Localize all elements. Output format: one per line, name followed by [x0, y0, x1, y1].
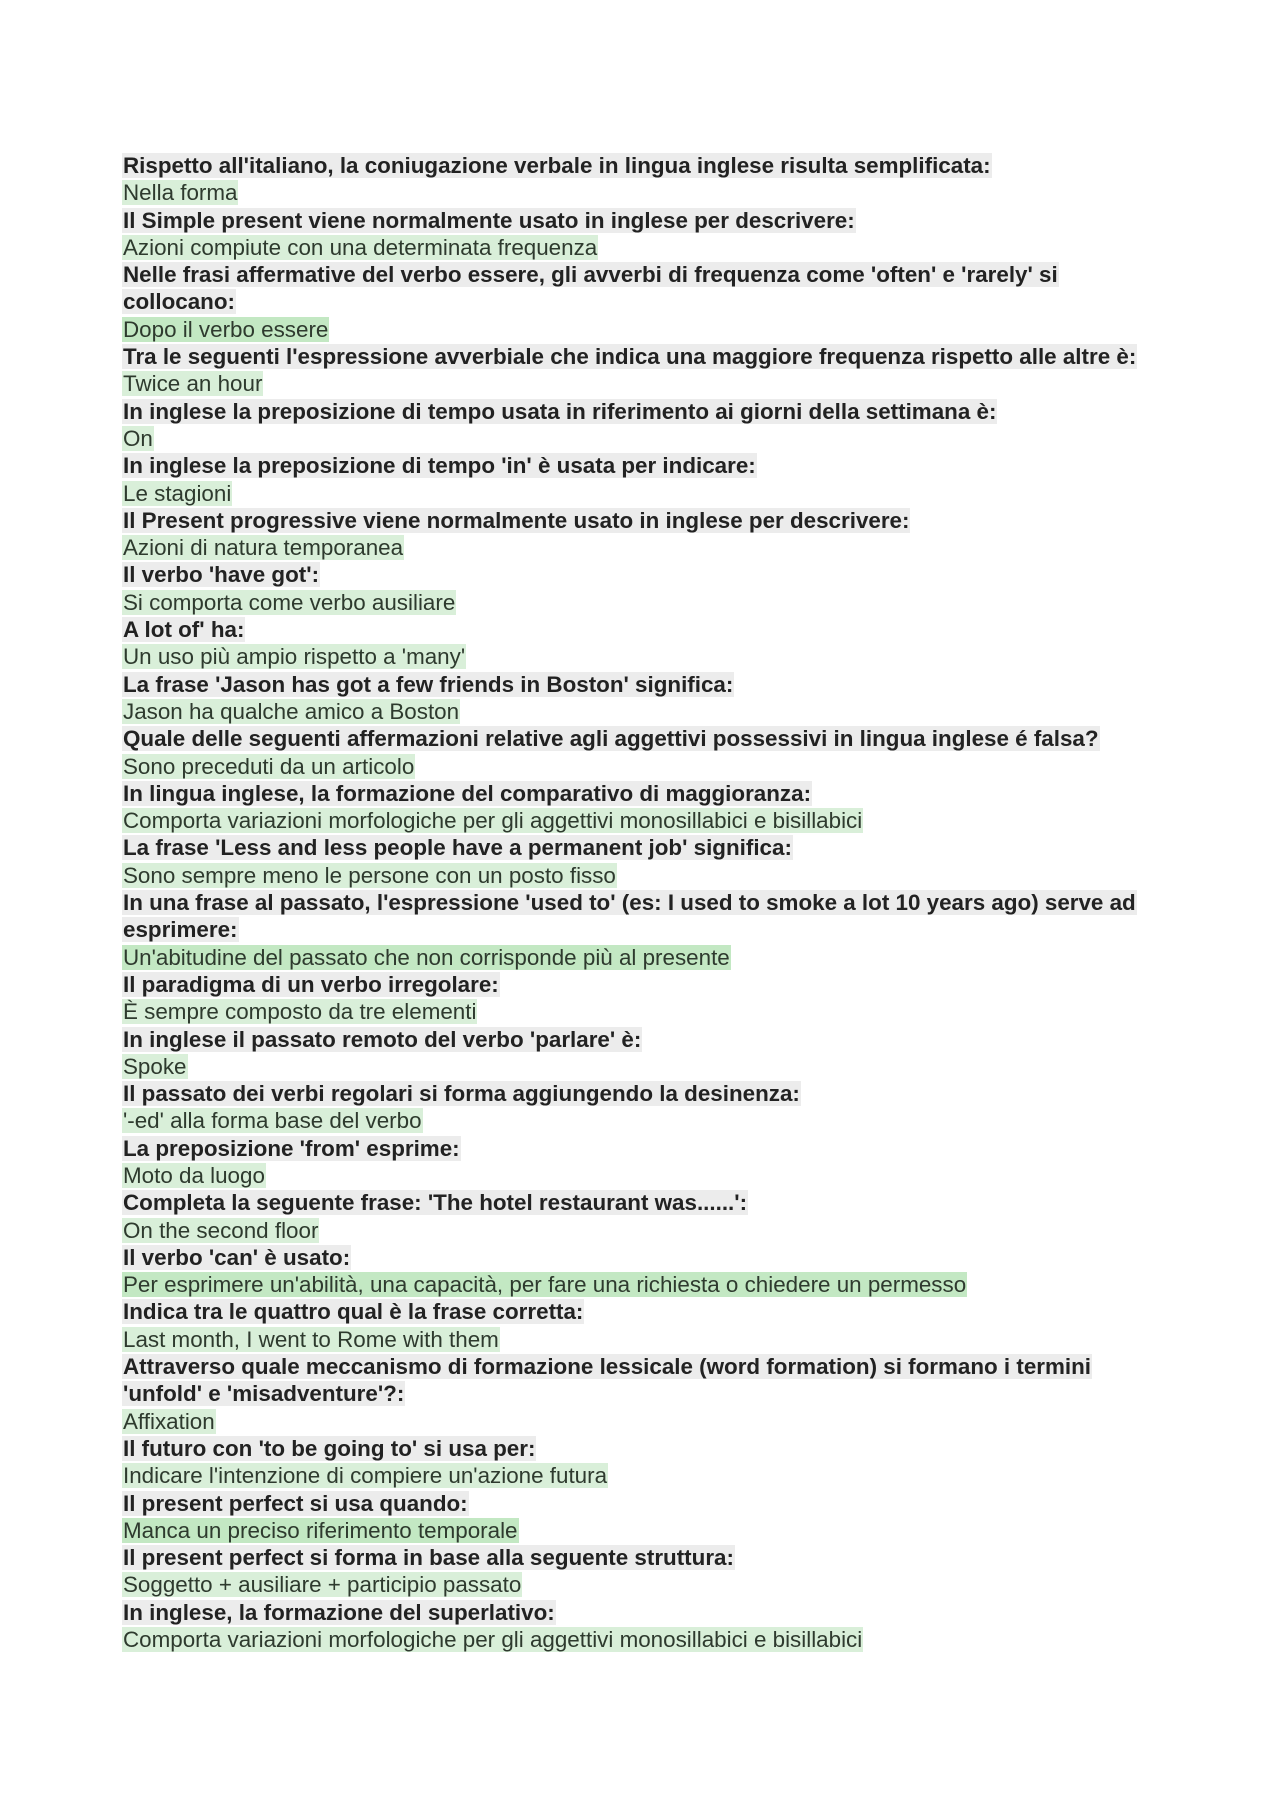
qa-item-1 — [122, 152, 1167, 207]
answer-text: Spoke — [123, 1053, 187, 1079]
qa-item-20 — [122, 1244, 1167, 1299]
qa-item-12 — [122, 780, 1167, 835]
question-text: Tra le seguenti l'espressione avverbiale che indica una maggiore frequenza rispetto alle altre è: — [123, 344, 1137, 370]
question-text: A lot of' ha: — [123, 617, 245, 643]
qa-item-16 — [122, 1026, 1167, 1081]
qa-item-18 — [122, 1135, 1167, 1190]
qa-item-23 — [122, 1435, 1167, 1490]
answer-text: Affixation — [123, 1408, 215, 1434]
answer-text: Last month, I went to Rome with them — [123, 1326, 499, 1352]
answer-text: Nella forma — [123, 180, 238, 206]
question-text: Il Present progressive viene normalmente usato in inglese per descrivere: — [123, 507, 910, 533]
answer-text: Dopo il verbo essere — [123, 316, 329, 342]
qa-item-8 — [122, 561, 1167, 616]
answer-text: Manca un preciso riferimento temporale — [123, 1517, 518, 1543]
qa-item-10 — [122, 671, 1167, 726]
question-text: La frase 'Jason has got a few friends in Boston' significa: — [123, 671, 734, 697]
qa-item-26 — [122, 1599, 1167, 1654]
qa-item-11 — [122, 725, 1167, 780]
answer-text: Si comporta come verbo ausiliare — [123, 589, 456, 615]
question-text: Il passato dei verbi regolari si forma aggiungendo la desinenza: — [123, 1081, 800, 1107]
question-text: In inglese la preposizione di tempo usata in riferimento ai giorni della settimana è: — [123, 398, 997, 424]
answer-text: Soggetto + ausiliare + participio passato — [123, 1572, 522, 1598]
qa-item-17 — [122, 1080, 1167, 1135]
answer-text: Moto da luogo — [123, 1162, 265, 1188]
qa-item-21 — [122, 1298, 1167, 1353]
question-text: Il present perfect si usa quando: — [123, 1490, 468, 1516]
qa-item-3 — [122, 261, 1167, 343]
qa-item-6 — [122, 452, 1167, 507]
question-text: Il Simple present viene normalmente usato in inglese per descrivere: — [123, 207, 855, 233]
answer-text: Azioni compiute con una determinata frequenza — [123, 234, 598, 260]
question-text: In inglese la preposizione di tempo 'in' è usata per indicare: — [123, 453, 756, 479]
answer-text: On the second floor — [123, 1217, 319, 1243]
answer-text: Sono sempre meno le persone con un posto fisso — [123, 862, 616, 888]
qa-item-2 — [122, 207, 1167, 262]
answer-text: Per esprimere un'abilità, una capacità, per fare una richiesta o chiedere un permesso — [123, 1272, 967, 1298]
qa-item-5 — [122, 398, 1167, 453]
qa-item-13 — [122, 834, 1167, 889]
answer-text: Le stagioni — [123, 480, 232, 506]
question-text: Il verbo 'have got': — [123, 562, 320, 588]
answer-text: Twice an hour — [123, 371, 263, 397]
question-text: In inglese il passato remoto del verbo 'parlare' è: — [123, 1026, 642, 1052]
document-page — [122, 152, 1167, 1653]
qa-item-24 — [122, 1490, 1167, 1545]
question-text: In inglese, la formazione del superlativo: — [123, 1599, 555, 1625]
qa-item-4 — [122, 343, 1167, 398]
answer-text: È sempre composto da tre elementi — [123, 999, 477, 1025]
question-text: Indica tra le quattro qual è la frase corretta: — [123, 1299, 584, 1325]
answer-text: Un uso più ampio rispetto a 'many' — [123, 644, 466, 670]
question-text: Il futuro con 'to be going to' si usa per: — [123, 1435, 536, 1461]
question-text: Quale delle seguenti affermazioni relative agli aggettivi possessivi in lingua inglese é falsa? — [123, 726, 1099, 752]
question-text: Nelle frasi affermative del verbo essere, gli avverbi di frequenza come 'often' e 'rarely' si collocano: — [123, 262, 1058, 315]
qa-item-22 — [122, 1353, 1167, 1435]
question-text: Attraverso quale meccanismo di formazione lessicale (word formation) si formano i termini 'unfold' e 'misadventure'?: — [123, 1354, 1092, 1407]
qa-item-19 — [122, 1189, 1167, 1244]
question-text: Il present perfect si forma in base alla seguente struttura: — [123, 1545, 734, 1571]
answer-text: Indicare l'intenzione di compiere un'azione futura — [123, 1463, 608, 1489]
qa-item-14 — [122, 889, 1167, 971]
qa-item-15 — [122, 971, 1167, 1026]
answer-text: Azioni di natura temporanea — [123, 535, 404, 561]
question-text: In una frase al passato, l'espressione 'used to' (es: I used to smoke a lot 10 years ago) serve ad esprimere: — [123, 890, 1136, 943]
question-text: Il verbo 'can' è usato: — [123, 1244, 351, 1270]
answer-text: Un'abitudine del passato che non corrisponde più al presente — [123, 944, 730, 970]
question-text: In lingua inglese, la formazione del comparativo di maggioranza: — [123, 780, 812, 806]
question-text: Il paradigma di un verbo irregolare: — [123, 971, 499, 997]
answer-text: Sono preceduti da un articolo — [123, 753, 415, 779]
question-text: Rispetto all'italiano, la coniugazione verbale in lingua inglese risulta semplificata: — [123, 153, 991, 178]
qa-item-7 — [122, 507, 1167, 562]
question-text: La preposizione 'from' esprime: — [123, 1135, 460, 1161]
qa-item-9 — [122, 616, 1167, 671]
answer-text: On — [123, 425, 153, 451]
answer-text: Comporta variazioni morfologiche per gli aggettivi monosillabici e bisillabici — [123, 1627, 863, 1653]
question-text: Completa la seguente frase: 'The hotel restaurant was......': — [123, 1190, 748, 1216]
question-text: La frase 'Less and less people have a permanent job' significa: — [123, 835, 792, 861]
answer-text: Comporta variazioni morfologiche per gli aggettivi monosillabici e bisillabici — [123, 808, 863, 834]
answer-text: '-ed' alla forma base del verbo — [123, 1108, 422, 1134]
qa-item-25 — [122, 1544, 1167, 1599]
answer-text: Jason ha qualche amico a Boston — [123, 698, 460, 724]
